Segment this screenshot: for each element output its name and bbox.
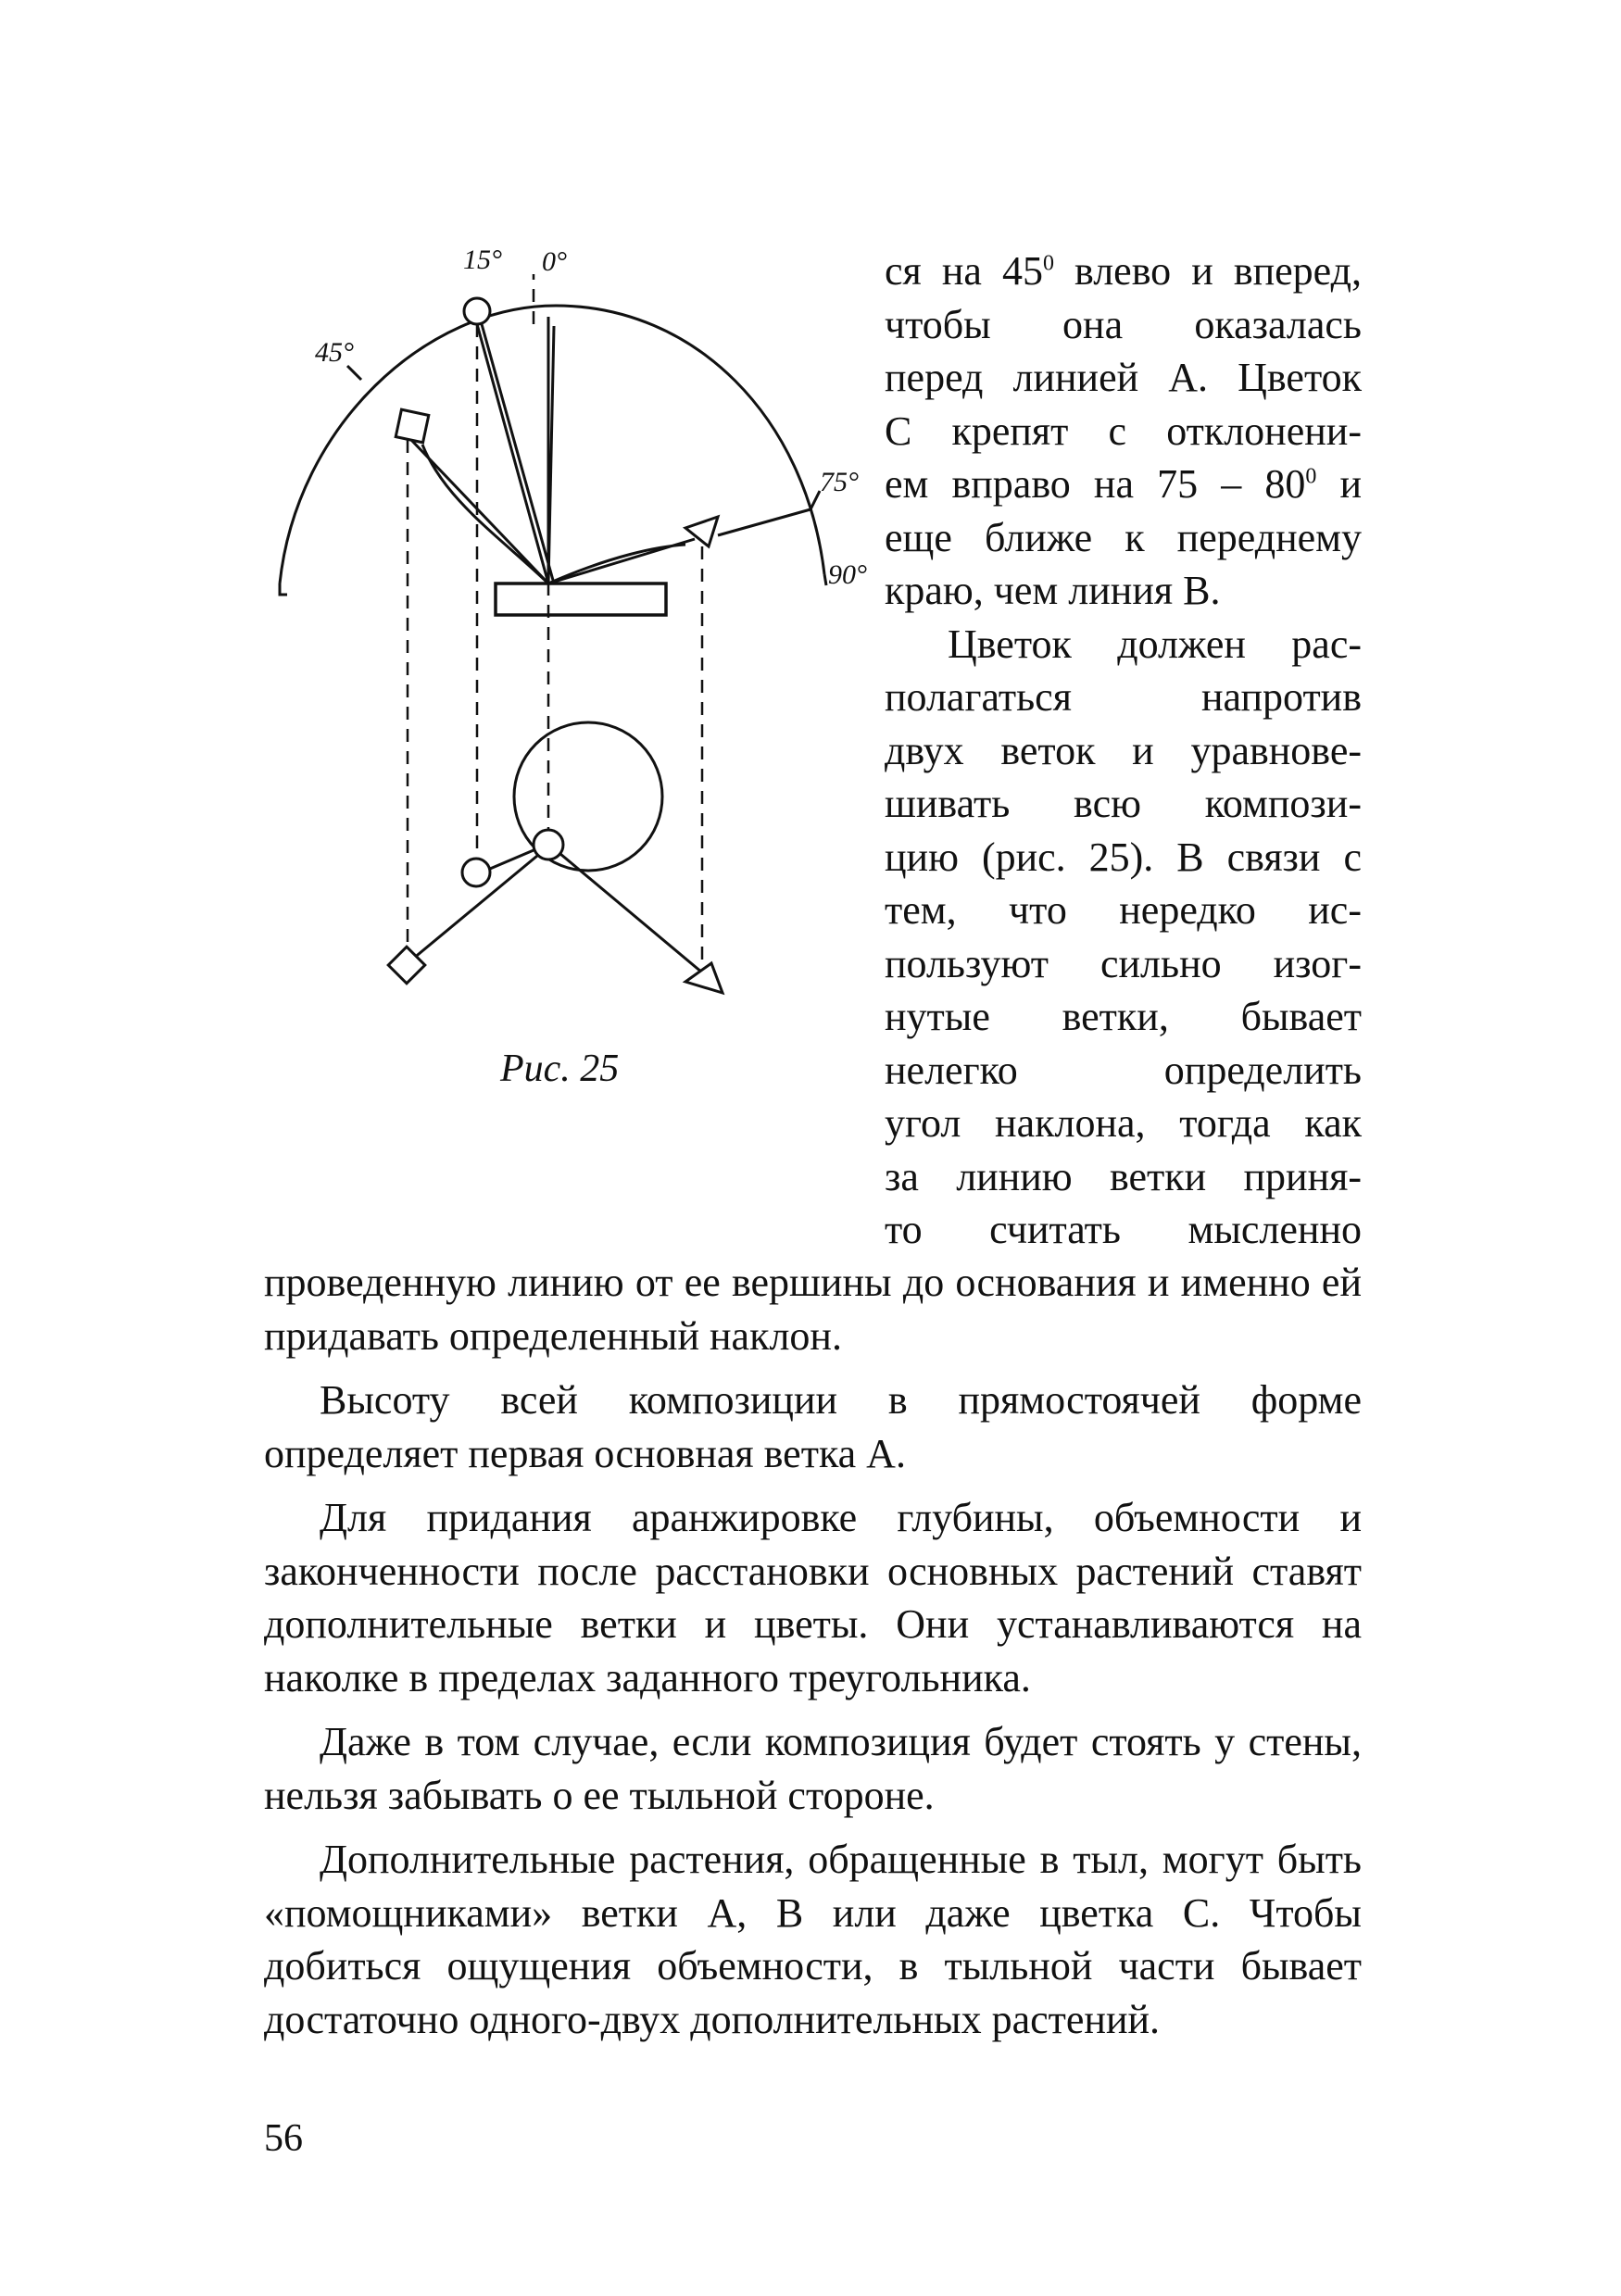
column-line: краю, чем линия В. (885, 568, 1221, 613)
column-line: нутые ветки, бывает (885, 994, 1362, 1039)
column-line: С крепят с отклонени- (885, 408, 1362, 454)
column-line: то считать мысленно (885, 1207, 1362, 1252)
label-45: 45° (315, 337, 354, 368)
column-line: чтобы она оказалась (885, 301, 1362, 347)
column-line: нелегко определить (885, 1047, 1362, 1093)
paragraph: Высоту всей композиции в прямостоячей форме определяет первая основная ветка А. (264, 1377, 1362, 1476)
paragraph: Даже в том случае, если композиция будет стоять у стены, нельзя забывать о ее тыльной стороне. (264, 1719, 1362, 1818)
figure-25 (259, 241, 908, 1056)
column-line: ем вправо на $75 - 80^0$ и (885, 461, 1363, 507)
label-0: 0° (542, 246, 567, 277)
label-75: 75° (820, 467, 859, 497)
figure-caption: Рис. 25 (500, 1048, 620, 1090)
column-line: полагаться напротив (885, 674, 1362, 720)
page-number: 56 (264, 2117, 303, 2160)
column-line: двух веток и уравнове- (885, 727, 1362, 773)
continuation-paragraph: проведенную линию от ее вершины до основания и именно ей придавать определенный наклон. (264, 1260, 1362, 1359)
column-line: цию (рис. 25). В связи с (885, 834, 1362, 880)
arrangement-diagram (259, 241, 908, 1056)
paragraph: Для придания аранжировке глубины, объемности и законченности после расстановки основных растений ставят дополнительные ветки и цветы. Они устанавливаются на наколке в пределах заданного треугольника. (264, 1495, 1362, 1700)
column-line: шивать всю компози- (885, 781, 1362, 826)
body-text (264, 1256, 1362, 2046)
column-line: ся на $45^0$ влево и вперед, (885, 248, 1363, 294)
column-line: Цветок должен рас- (948, 621, 1362, 667)
column-line: перед линией А. Цветок (885, 355, 1362, 400)
paragraph: Дополнительные растения, обращенные в тыл, могут быть «помощниками» ветки А, В или даже цветка С. Чтобы добиться ощущения объемности, в тыльной части бывает достаточно одного-двух дополнительных растений. (264, 1837, 1362, 2042)
column-line: угол наклона, тогда как (885, 1100, 1362, 1146)
label-90: 90° (828, 559, 867, 590)
column-line: тем, что нередко ис- (885, 887, 1362, 933)
column-line: пользуют сильно изог- (885, 940, 1362, 986)
label-15: 15° (463, 245, 502, 275)
right-column-text (885, 245, 1362, 1257)
column-line: за линию ветки приня- (885, 1153, 1362, 1199)
column-line: еще ближе к переднему (885, 514, 1362, 560)
